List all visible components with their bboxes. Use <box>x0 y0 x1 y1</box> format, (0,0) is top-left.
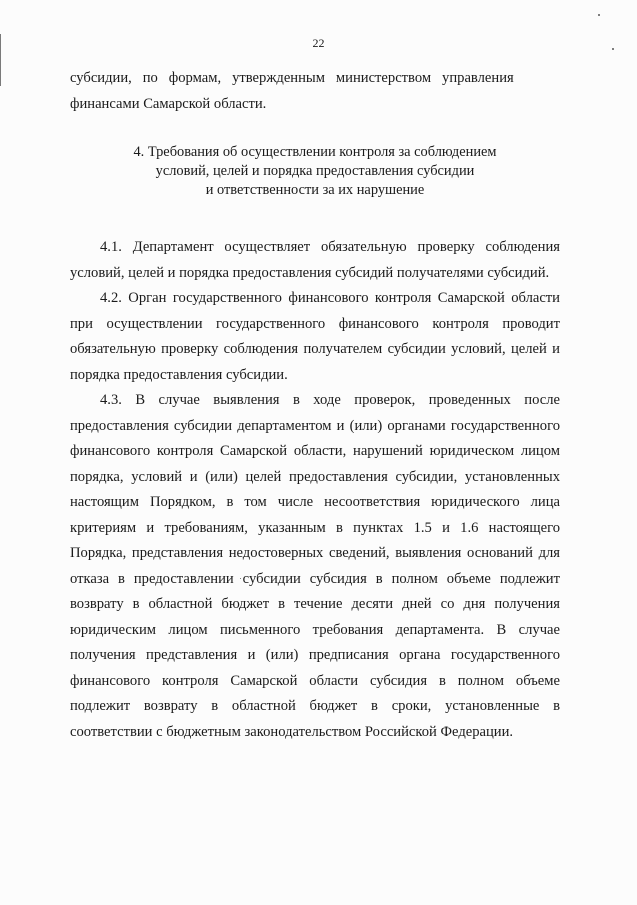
paragraph-4-2: 4.2. Орган государственного финансового контроля Самарской области при осуществлении государственного финансового контроля проводит обязательную проверку соблюдения получателем субсидии условий, целей и порядка предоставления субсидии. <box>70 290 560 383</box>
intro-line-2: финансами Самарской области. <box>70 95 267 112</box>
section-heading-line: 4. Требования об осуществлении контроля за соблюдением <box>133 144 497 160</box>
section-heading <box>70 143 560 200</box>
page-number: 22 <box>312 36 325 50</box>
section-heading-line: условий, целей и порядка предоставления субсидии <box>155 163 475 179</box>
paragraph-4-1: 4.1. Департамент осуществляет обязательную проверку соблюдения условий, целей и порядка предоставления субсидий получателями субсидий. <box>70 239 560 281</box>
paragraph-4-3: 4.3. В случае выявления в ходе проверок, проведенных после предоставления субсидии департаментом и (или) органами государственного финансового контроля Самарской области, нарушений юридическом лицом порядка, условий и (или) целей предоставления субсидии, установленных настоящим Порядком, в том числе несоответствия юридического лица критериям и требованиям, указанным в пунктах 1.5 и 1.6 настоящего Порядка, представления недостоверных сведений, выявления оснований для отказа в предоставлении субсидии субсидия в полном объеме подлежит возврату в областной бюджет в течение десяти дней со дня получения юридическим лицом письменного требования департамента. В случае получения представления и (или) предписания органа государственного финансового контроля Самарской области субсидия в полном объеме подлежит возврату в областной бюджет в сроки, установленные в соответствии с бюджетным законодательством Российской Федерации. <box>70 392 560 740</box>
intro-line-1: субсидии, по формам, утвержденным министерством управления <box>70 70 514 86</box>
scan-speck <box>598 14 600 16</box>
section-heading-line: и ответственности за их нарушение <box>205 182 425 198</box>
document-body <box>70 66 560 745</box>
